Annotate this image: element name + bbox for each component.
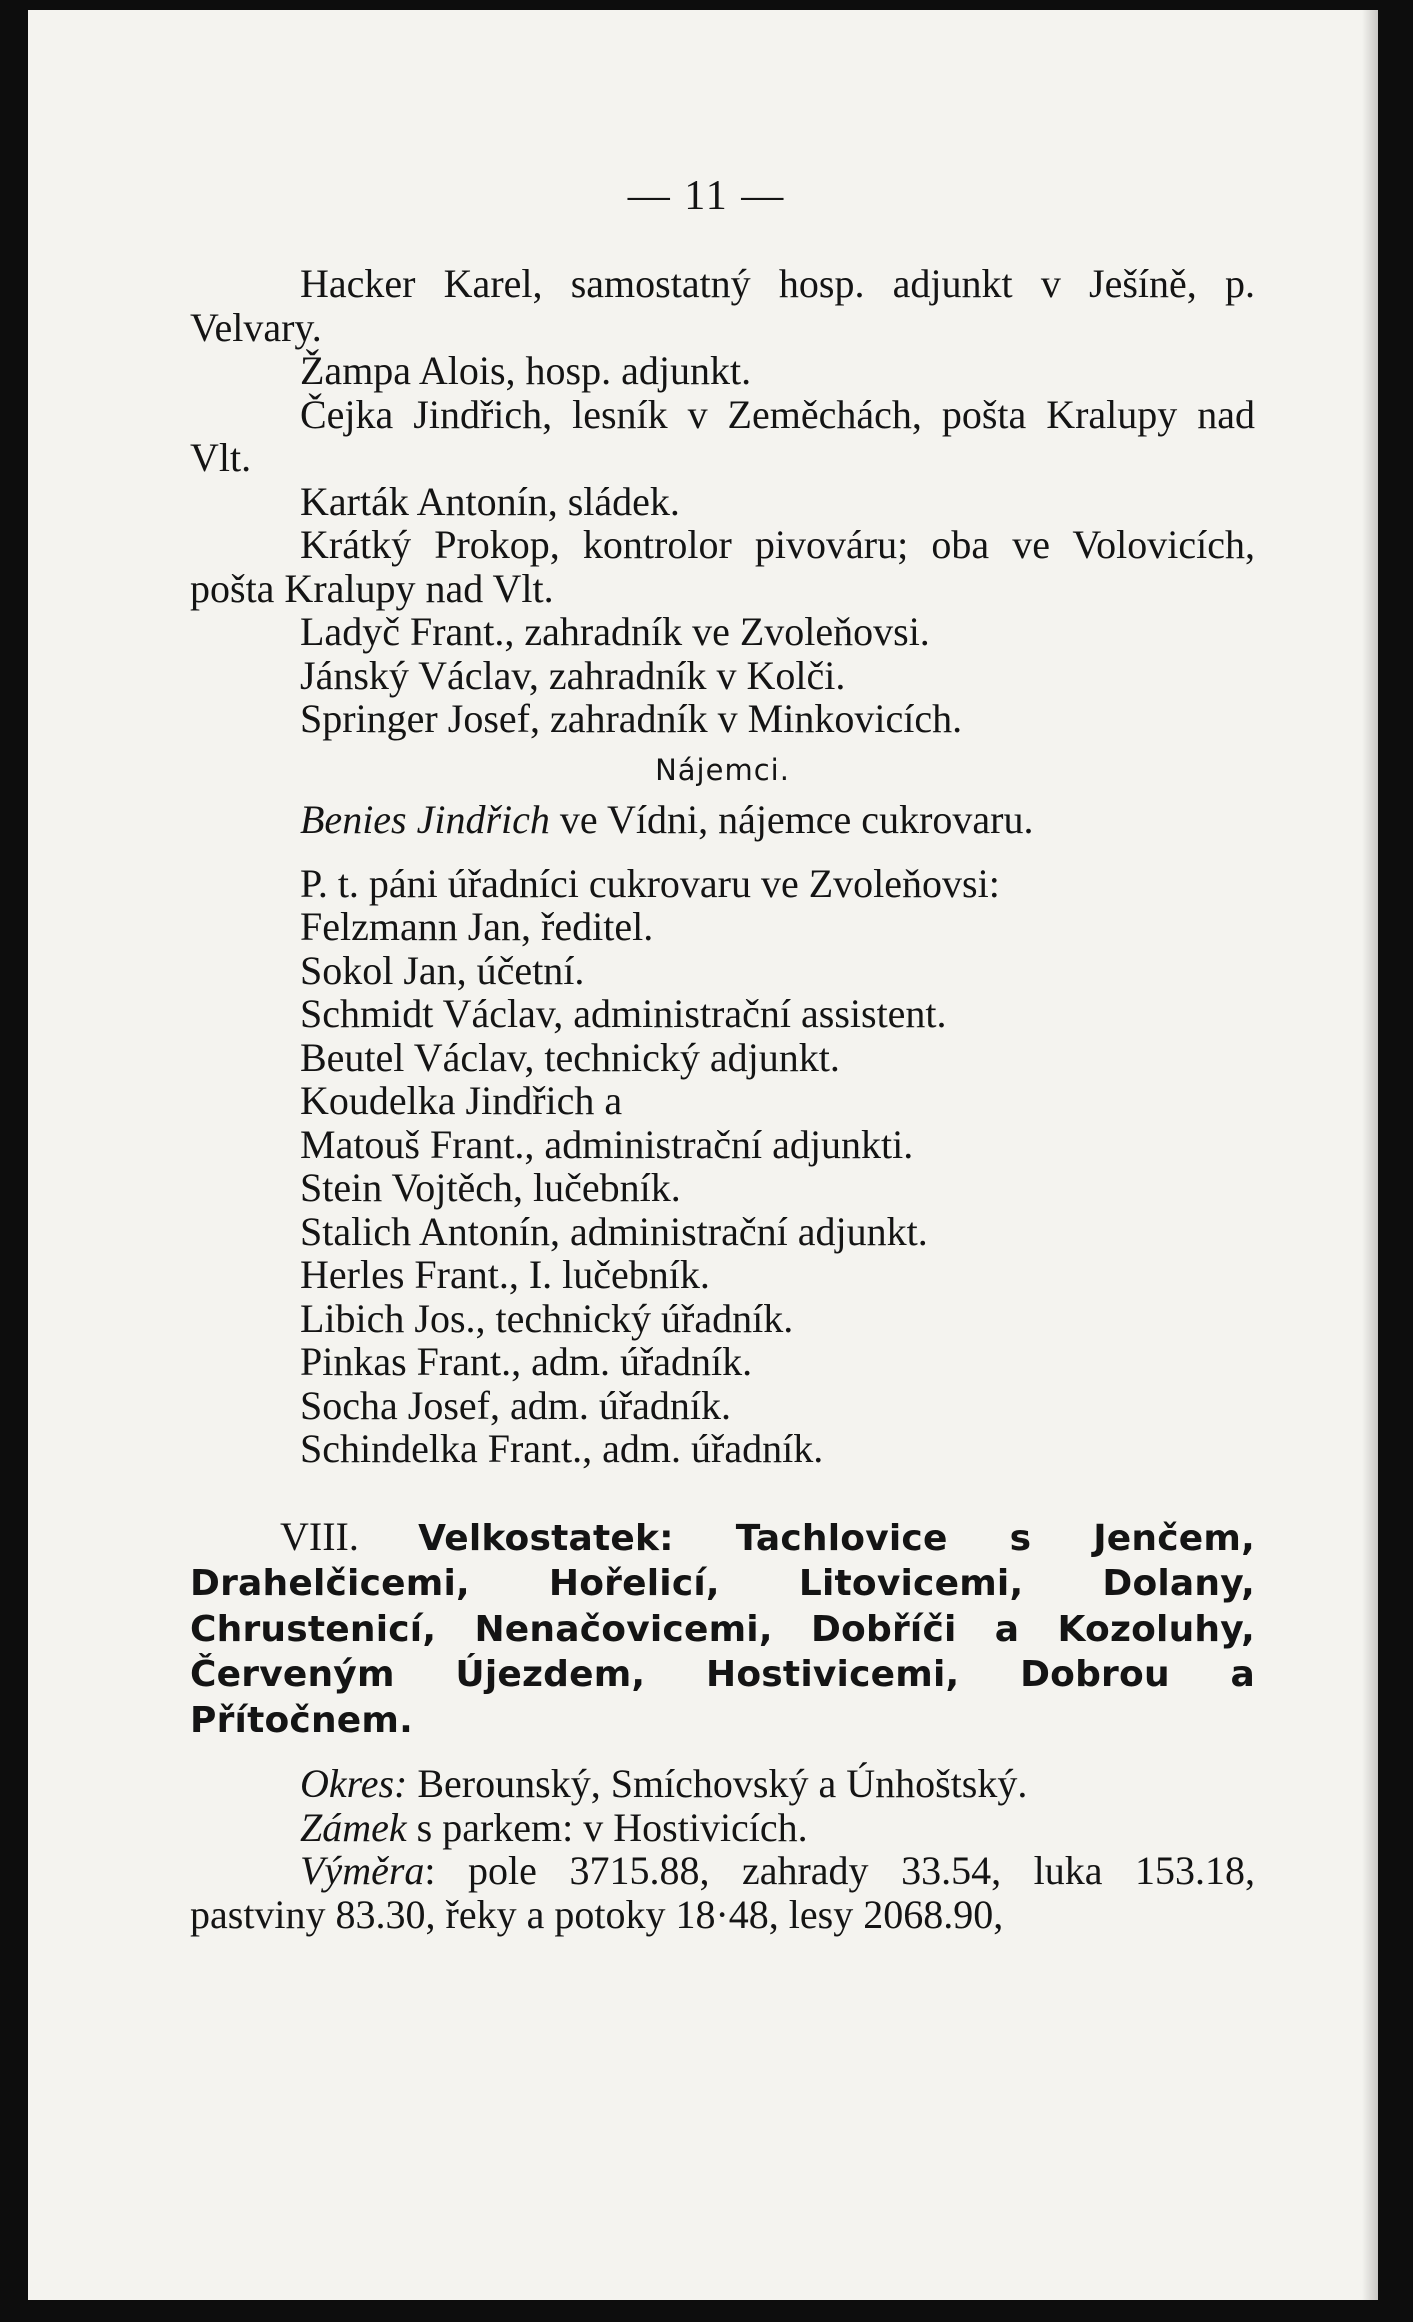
list-item: Hacker Karel, samostatný hosp. adjunkt v Ješíně, p. Velvary. bbox=[190, 261, 1255, 350]
list-item: Schmidt Václav, administrační assistent. bbox=[300, 991, 947, 1036]
list-item: Koudelka Jindřich a bbox=[300, 1078, 623, 1123]
list-item: Jánský Václav, zahradník v Kolči. bbox=[300, 652, 846, 698]
list-item: Žampa Alois, hosp. adjunkt. bbox=[300, 348, 752, 393]
list-item: Čejka Jindřich, lesník v Zeměchách, pošta Kralupy nad Vlt. bbox=[190, 391, 1255, 480]
page-number: — 11 — bbox=[627, 173, 786, 219]
list-item: Karták Antonín, sládek. bbox=[300, 478, 680, 524]
list-item: Schindelka Frant., adm. úřadník. bbox=[300, 1426, 824, 1471]
vymera-line bbox=[190, 1849, 1255, 1936]
vymera-value: : pole 3715.88, zahrady 33.54, luka 153.18, pastviny 83.30, řeky a potoky 18·48, lesy 2068.90, bbox=[190, 1848, 1255, 1937]
list-item: Libich Jos., technický úřadník. bbox=[300, 1295, 794, 1341]
najemce-rest: ve Vídni, nájemce cukrovaru. bbox=[549, 797, 1034, 842]
officials-intro: P. t. páni úřadníci cukrovaru ve Zvoleňovsi: bbox=[300, 860, 1000, 906]
page-body bbox=[190, 262, 1255, 1936]
list-item: Ladyč Frant., zahradník ve Zvoleňovsi. bbox=[300, 609, 930, 654]
list-item: Socha Josef, adm. úřadník. bbox=[300, 1382, 732, 1428]
officials-list bbox=[190, 905, 1255, 1471]
list-item: Felzmann Jan, ředitel. bbox=[300, 904, 654, 949]
okres-value: Berounský, Smíchovský a Únhoštský. bbox=[407, 1761, 1028, 1806]
najemce-entry bbox=[300, 798, 1255, 842]
najemce-name: Benies Jindřich bbox=[300, 797, 550, 842]
list-item: Stalich Antonín, administrační adjunkt. bbox=[300, 1208, 928, 1254]
vymera-label: Výměra bbox=[300, 1848, 425, 1893]
page-edge-shadow bbox=[1362, 10, 1378, 2300]
list-item: Springer Josef, zahradník v Minkovicích. bbox=[300, 696, 963, 741]
section-number: VIII. bbox=[280, 1513, 359, 1559]
list-item: Pinkas Frant., adm. úřadník. bbox=[300, 1339, 753, 1384]
list-item: Krátký Prokop, kontrolor pivováru; oba ve Volovicích, pošta Kralupy nad Vlt. bbox=[190, 522, 1255, 611]
list-item: Stein Vojtěch, lučebník. bbox=[300, 1165, 681, 1210]
zamek-value: s parkem: v Hostivicích. bbox=[406, 1804, 808, 1850]
zamek-label: Zámek bbox=[300, 1804, 407, 1850]
estate-title: Velkostatek: Tachlovice s Jenčem, Drahelčicemi, Hořelicí, Litovicemi, Dolany, Chrustenicí, Nenačovicemi, Dobříči a Kozoluhy, Červeným Újezdem, Hostivicemi, Dobrou a Přítočnem. bbox=[190, 1517, 1255, 1741]
list-item: Matouš Frant., administrační adjunkti. bbox=[300, 1121, 914, 1167]
list-item: Sokol Jan, účetní. bbox=[300, 947, 585, 993]
okres-label: Okres: bbox=[300, 1761, 408, 1806]
section-heading-najemci: Nájemci. bbox=[655, 752, 790, 787]
staff-list bbox=[190, 262, 1255, 741]
estate-section bbox=[190, 1515, 1255, 1743]
list-item: Beutel Václav, technický adjunkt. bbox=[300, 1034, 840, 1080]
zamek-line bbox=[300, 1806, 1255, 1850]
okres-line bbox=[300, 1762, 1255, 1806]
list-item: Herles Frant., I. lučebník. bbox=[300, 1252, 710, 1297]
